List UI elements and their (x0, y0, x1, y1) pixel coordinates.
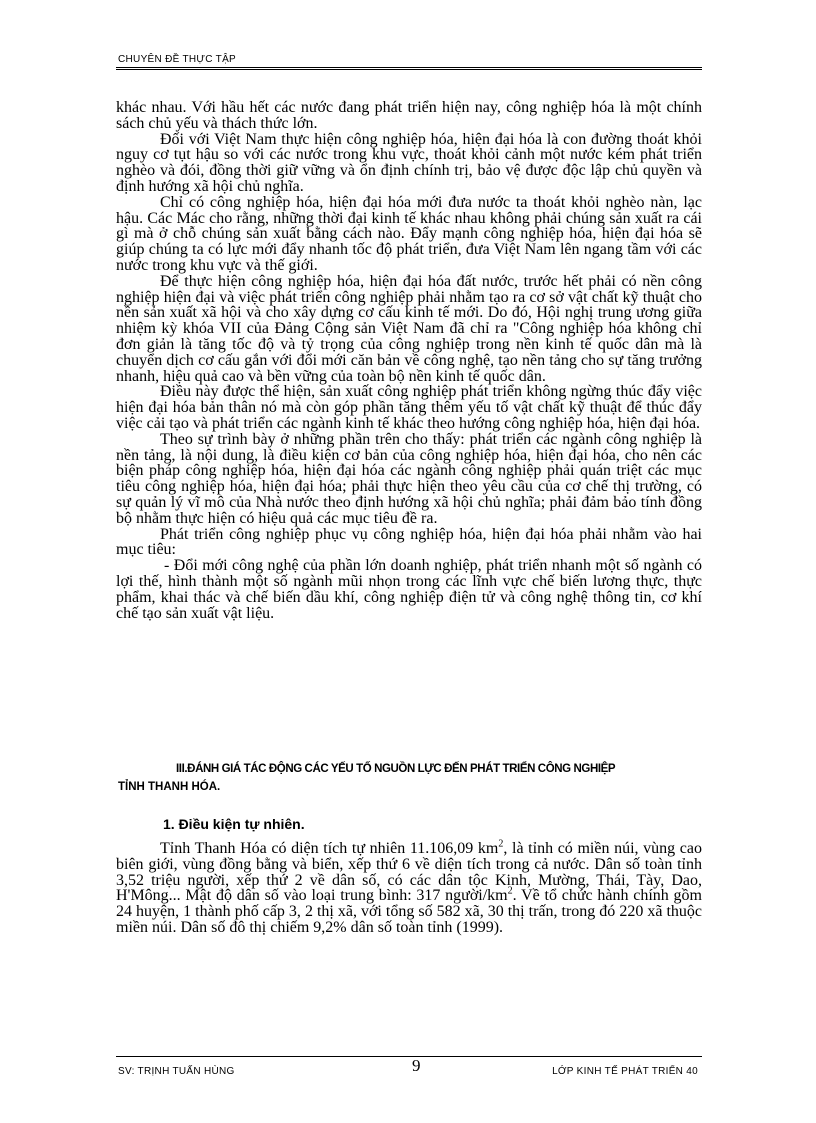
section-heading-line: TỈNH THANH HÓA. (118, 781, 221, 793)
header-divider (116, 67, 702, 70)
paragraph (116, 838, 703, 936)
page-header: CHUYÊN ĐỀ THỰC TẬP (118, 54, 237, 65)
paragraph-part: . Về tổ chức hành chính gồm 24 huyện, 1 thành phố cấp 3, 2 thị xã, với tổng số 582 xã, 30 thị trấn, trong đó 220 xã thuộc miền núi. Dân số đô thị chiếm 9,2% dân số toàn tỉnh (1999). (116, 887, 703, 936)
superscript: 2 (507, 886, 513, 898)
footer-class: LỚP KINH TẾ PHÁT TRIỂN 40 (552, 1066, 698, 1077)
paragraph: Chỉ có công nghiệp hóa, hiện đại hóa mới đưa nước ta thoát khỏi nghèo nàn, lạc hậu. Các Mác cho rằng, những thời đại kinh tế khác nhau không phải chúng sản xuất ra cái gì mà ở chỗ chúng sản xuất bằng cách nào. Đẩy mạnh công nghiệp hóa, hiện đại hóa sẽ giúp chúng ta có lực mới đẩy nhanh tốc độ phát triển, đưa Việt Nam lên ngang tầm với các nước trong khu vực và thế giới. (116, 193, 702, 274)
superscript: 2 (498, 838, 504, 850)
paragraph: Điều này được thể hiện, sản xuất công nghiệp phát triển không ngừng thúc đẩy việc hiện đại hóa bản thân nó mà còn góp phần tăng thêm yếu tố vật chất kỹ thuật để thúc đẩy việc cải tạo và phát triển các ngành kinh tế khác theo hướng công nghiệp hóa, hiện đại hóa. (116, 383, 702, 432)
bullet-paragraph: - Đổi mới công nghệ của phần lớn doanh nghiệp, phát triển nhanh một số ngành có lợi thế, hình thành một số ngành mũi nhọn trong các lĩnh vực chế biến lương thực, thực phẩm, khai thác và chế biến dầu khí, công nghiệp điện tử và công nghệ thông tin, cơ khí chế tạo sản xuất vật liệu. (116, 557, 702, 622)
paragraph: Đối với Việt Nam thực hiện công nghiệp hóa, hiện đại hóa là con đường thoát khỏi nguy cơ tụt hậu so với các nước trong khu vực, thoát khỏi cảnh một nước kém phát triển nghèo và đói, đồng thời giữ vững và ổn định chính trị, bảo vệ được độc lập chủ quyền và định hướng xã hội chủ nghĩa. (116, 130, 702, 195)
paragraph-part: Tỉnh Thanh Hóa có diện tích tự nhiên 11.106,09 km (160, 840, 499, 857)
footer-author: SV: TRỊNH TUẤN HÙNG (118, 1066, 235, 1077)
paragraph-part: , là tỉnh có miền núi, vùng cao biên giới, vùng đồng bằng và biển, xếp thứ 6 về diện tích trong cả nước. Dân số toàn tỉnh 3,52 triệu người, xếp thứ 2 về dân số, có các dân tộc Kinh, Mường, Thái, Tày, Dao, H'Mông... Mật độ dân số vào loại trung bình: 317 người/km (116, 840, 702, 905)
subsection-heading: 1. Điều kiện tự nhiên. (163, 816, 305, 832)
paragraph: Theo sự trình bày ở những phần trên cho thấy: phát triển các ngành công nghiệp là nền tảng, là nội dung, là điều kiện cơ bản của công nghiệp hóa, hiện đại hóa, cho nên các biện pháp công nghiệp hóa, hiện đại hóa các ngành công nghiệp phải quán triệt các mục tiêu công nghiệp hóa, hiện đại hóa; phải thực hiện theo yêu cầu của cơ chế thị trường, có sự quản lý vĩ mô của Nhà nước theo định hướng xã hội chủ nghĩa; phải đảm bảo tính đồng bộ nhằm thực hiện có hiệu quả các mục tiêu đề ra. (116, 430, 702, 527)
paragraph: Phát triển công nghiệp phục vụ công nghiệp hóa, hiện đại hóa phải nhằm vào hai mục tiêu: (116, 525, 702, 559)
section-heading-line: III.ĐÁNH GIÁ TÁC ĐỘNG CÁC YẾU TỐ NGUỒN LỰC ĐẾN PHÁT TRIỂN CÔNG NGHIỆP (176, 763, 616, 775)
paragraph: Để thực hiện công nghiệp hóa, hiện đại hóa đất nước, trước hết phải có nền công nghiệp hiện đại và việc phát triển công nghiệp phải nhằm tạo ra cơ sở vật chất kỹ thuật cho nền sản xuất xã hội và cho xây dựng cơ cấu kinh tế mới. Do đó, Hội nghị trung ương giữa nhiệm kỳ khóa VII của Đảng Cộng sản Việt Nam đã chỉ ra "Công nghiệp hóa không chỉ đơn giản là tăng tốc độ và tỷ trọng của công nghiệp trong nền kinh tế quốc dân mà là chuyển dịch cơ cấu gắn với đổi mới căn bản về công nghệ, tạo nền tảng cho sự tăng trưởng nhanh, hiệu quả cao và bền vững của toàn bộ nền kinh tế quốc dân. (116, 272, 702, 385)
page-number: 9 (412, 1056, 421, 1075)
section-heading (118, 760, 702, 796)
body-text (116, 100, 702, 621)
footer-divider (116, 1056, 702, 1057)
natural-conditions-text (116, 838, 703, 936)
paragraph: khác nhau. Với hầu hết các nước đang phát triển hiện nay, công nghiệp hóa là một chính sách chủ yếu và thách thức lớn. (116, 99, 702, 132)
